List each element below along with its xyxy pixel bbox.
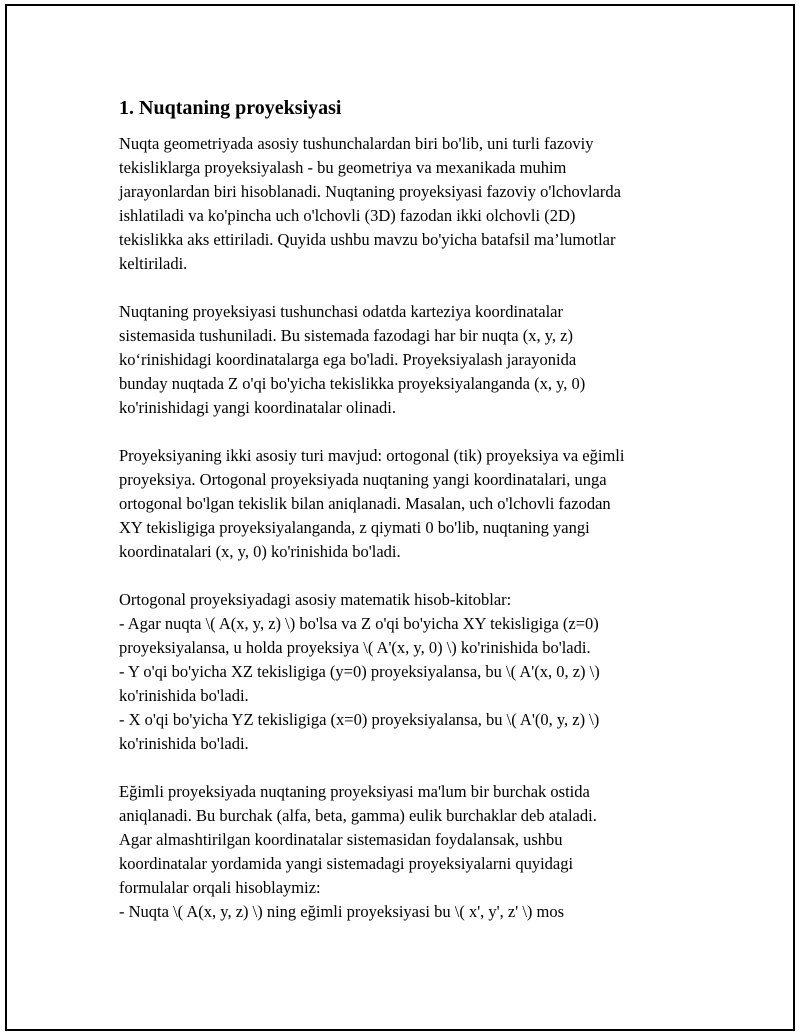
text-line: Agar almashtirilgan koordinatalar sistemasidan foydalansak, ushbu xyxy=(119,830,563,849)
text-line: aniqlanadi. Bu burchak (alfa, beta, gamma) eulik burchaklar deb ataladi. xyxy=(119,806,597,825)
text-line: Nuqta geometriyada asosiy tushunchalardan biri bo'lib, uni turli fazoviy xyxy=(119,134,594,153)
text-line: XY tekisligiga proyeksiyalanganda, z qiymati 0 bo'lib, nuqtaning yangi xyxy=(119,518,590,537)
text-line: Nuqtaning proyeksiyasi tushunchasi odatda karteziya koordinatalar xyxy=(119,302,563,321)
text-line: bunday nuqtada Z o'qi bo'yicha tekislikka proyeksiyalanganda (x, y, 0) xyxy=(119,374,586,393)
text-line: - X o'qi bo'yicha YZ tekisligiga (x=0) proyeksiyalansa, bu \( A'(0, y, z) \) xyxy=(119,710,600,729)
paragraph-2 xyxy=(119,300,709,420)
text-line: formulalar orqali hisoblaymiz: xyxy=(119,878,321,897)
text-line: ortogonal bo'lgan tekislik bilan aniqlanadi. Masalan, uch o'lchovli fazodan xyxy=(119,494,611,513)
text-line: sistemasida tushuniladi. Bu sistemada fazodagi har bir nuqta (x, y, z) xyxy=(119,326,573,345)
paragraph-5 xyxy=(119,780,709,924)
document-content xyxy=(119,94,709,948)
text-line: ishlatiladi va ko'pincha uch o'lchovli (3D) fazodan ikki olchovli (2D) xyxy=(119,206,576,225)
section-title: 1. Nuqtaning proyeksiyasi xyxy=(119,97,342,119)
text-line: ko‘rinishidagi koordinatalarga ega bo'ladi. Proyeksiyalash jarayonida xyxy=(119,350,577,369)
paragraph-1 xyxy=(119,132,709,276)
text-line: Eğimli proyeksiyada nuqtaning proyeksiyasi ma'lum bir burchak ostida xyxy=(119,782,590,801)
text-line: koordinatalari (x, y, 0) ko'rinishida bo'ladi. xyxy=(119,542,401,561)
text-line: - Nuqta \( A(x, y, z) \) ning eğimli proyeksiyasi bu \( x', y', z' \) mos xyxy=(119,902,565,921)
text-line: ko'rinishida bo'ladi. xyxy=(119,686,249,705)
text-line: ko'rinishida bo'ladi. xyxy=(119,734,249,753)
text-line: ko'rinishidagi yangi koordinatalar olinadi. xyxy=(119,398,396,417)
text-line: koordinatalar yordamida yangi sistemadagi proyeksiyalarni quyidagi xyxy=(119,854,574,873)
text-line: tekisliklarga proyeksiyalash - bu geometriya va mexanikada muhim xyxy=(119,158,567,177)
text-line: Ortogonal proyeksiyadagi asosiy matematik hisob-kitoblar: xyxy=(119,590,512,609)
text-line: tekislikka aks ettiriladi. Quyida ushbu mavzu bo'yicha batafsil ma’lumotlar xyxy=(119,230,616,249)
text-line: proyeksiya. Ortogonal proyeksiyada nuqtaning yangi koordinatalari, unga xyxy=(119,470,607,489)
document-page xyxy=(5,4,795,1031)
paragraph-4 xyxy=(119,588,709,756)
paragraph-3 xyxy=(119,444,709,564)
text-line: keltiriladi. xyxy=(119,254,188,273)
text-line: jarayonlardan biri hisoblanadi. Nuqtaning proyeksiyasi fazoviy o'lchovlarda xyxy=(119,182,621,201)
text-line: Proyeksiyaning ikki asosiy turi mavjud: ortogonal (tik) proyeksiya va eğimli xyxy=(119,446,625,465)
text-line: - Agar nuqta \( A(x, y, z) \) bo'lsa va Z o'qi bo'yicha XY tekisligiga (z=0) xyxy=(119,614,599,633)
text-line: - Y o'qi bo'yicha XZ tekisligiga (y=0) proyeksiyalansa, bu \( A'(x, 0, z) \) xyxy=(119,662,600,681)
text-line: proyeksiyalansa, u holda proyeksiya \( A'(x, y, 0) \) ko'rinishida bo'ladi. xyxy=(119,638,591,657)
